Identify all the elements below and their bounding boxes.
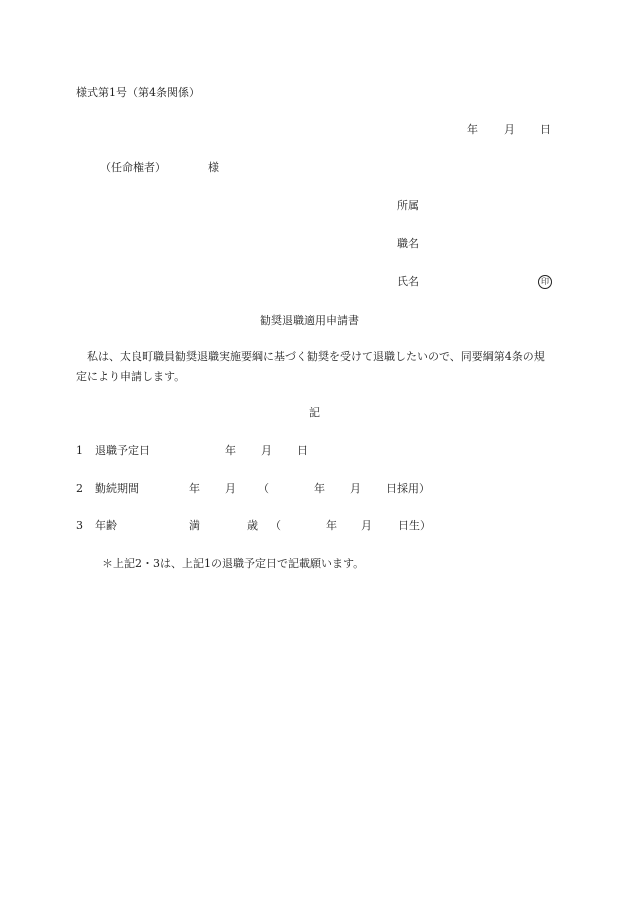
item-part: 月 (261, 444, 272, 457)
item-part: （ (270, 519, 281, 532)
item-part: 年 (225, 444, 236, 457)
item-part: 月 (350, 482, 361, 495)
applicant-name-label: 氏名 (397, 275, 419, 288)
item-number: 1 (76, 444, 83, 457)
addressee-name: （任命権者） (100, 161, 166, 174)
date-year: 年 (467, 123, 478, 136)
seal-icon: 印 (538, 275, 552, 289)
item-part: （ (258, 482, 269, 495)
item-label: 年齢 (95, 519, 117, 532)
footnote: ＊上記2・3は、上記1の退職予定日で記載願います。 (102, 557, 365, 570)
item-number: 3 (76, 519, 83, 532)
applicant-affiliation-label: 所属 (397, 199, 419, 212)
item-label: 勤続期間 (95, 482, 139, 495)
item-part: 年 (326, 519, 337, 532)
item-part: 年 (189, 482, 200, 495)
item-part: 日 (297, 444, 308, 457)
document-title: 勧奨退職適用申請書 (260, 314, 359, 327)
item-part: 日採用） (386, 482, 430, 495)
item-part: 満 (189, 519, 200, 532)
record-heading: 記 (309, 406, 320, 419)
item-part: 歳 (247, 519, 258, 532)
item-part: 年 (314, 482, 325, 495)
body-paragraph: 私は、太良町職員勧奨退職実施要綱に基づく勧奨を受けて退職したいので、同要綱第4条の規定により申請します。 (76, 350, 545, 383)
item-label: 退職予定日 (95, 444, 150, 457)
item-part: 日生） (398, 519, 431, 532)
item-part: 月 (225, 482, 236, 495)
item-number: 2 (76, 482, 83, 495)
date-month: 月 (504, 123, 515, 136)
date-day: 日 (540, 123, 551, 136)
form-id: 様式第1号（第4条関係） (76, 86, 200, 99)
addressee-honorific: 様 (208, 161, 219, 174)
applicant-title-label: 職名 (397, 237, 419, 250)
item-part: 月 (361, 519, 372, 532)
